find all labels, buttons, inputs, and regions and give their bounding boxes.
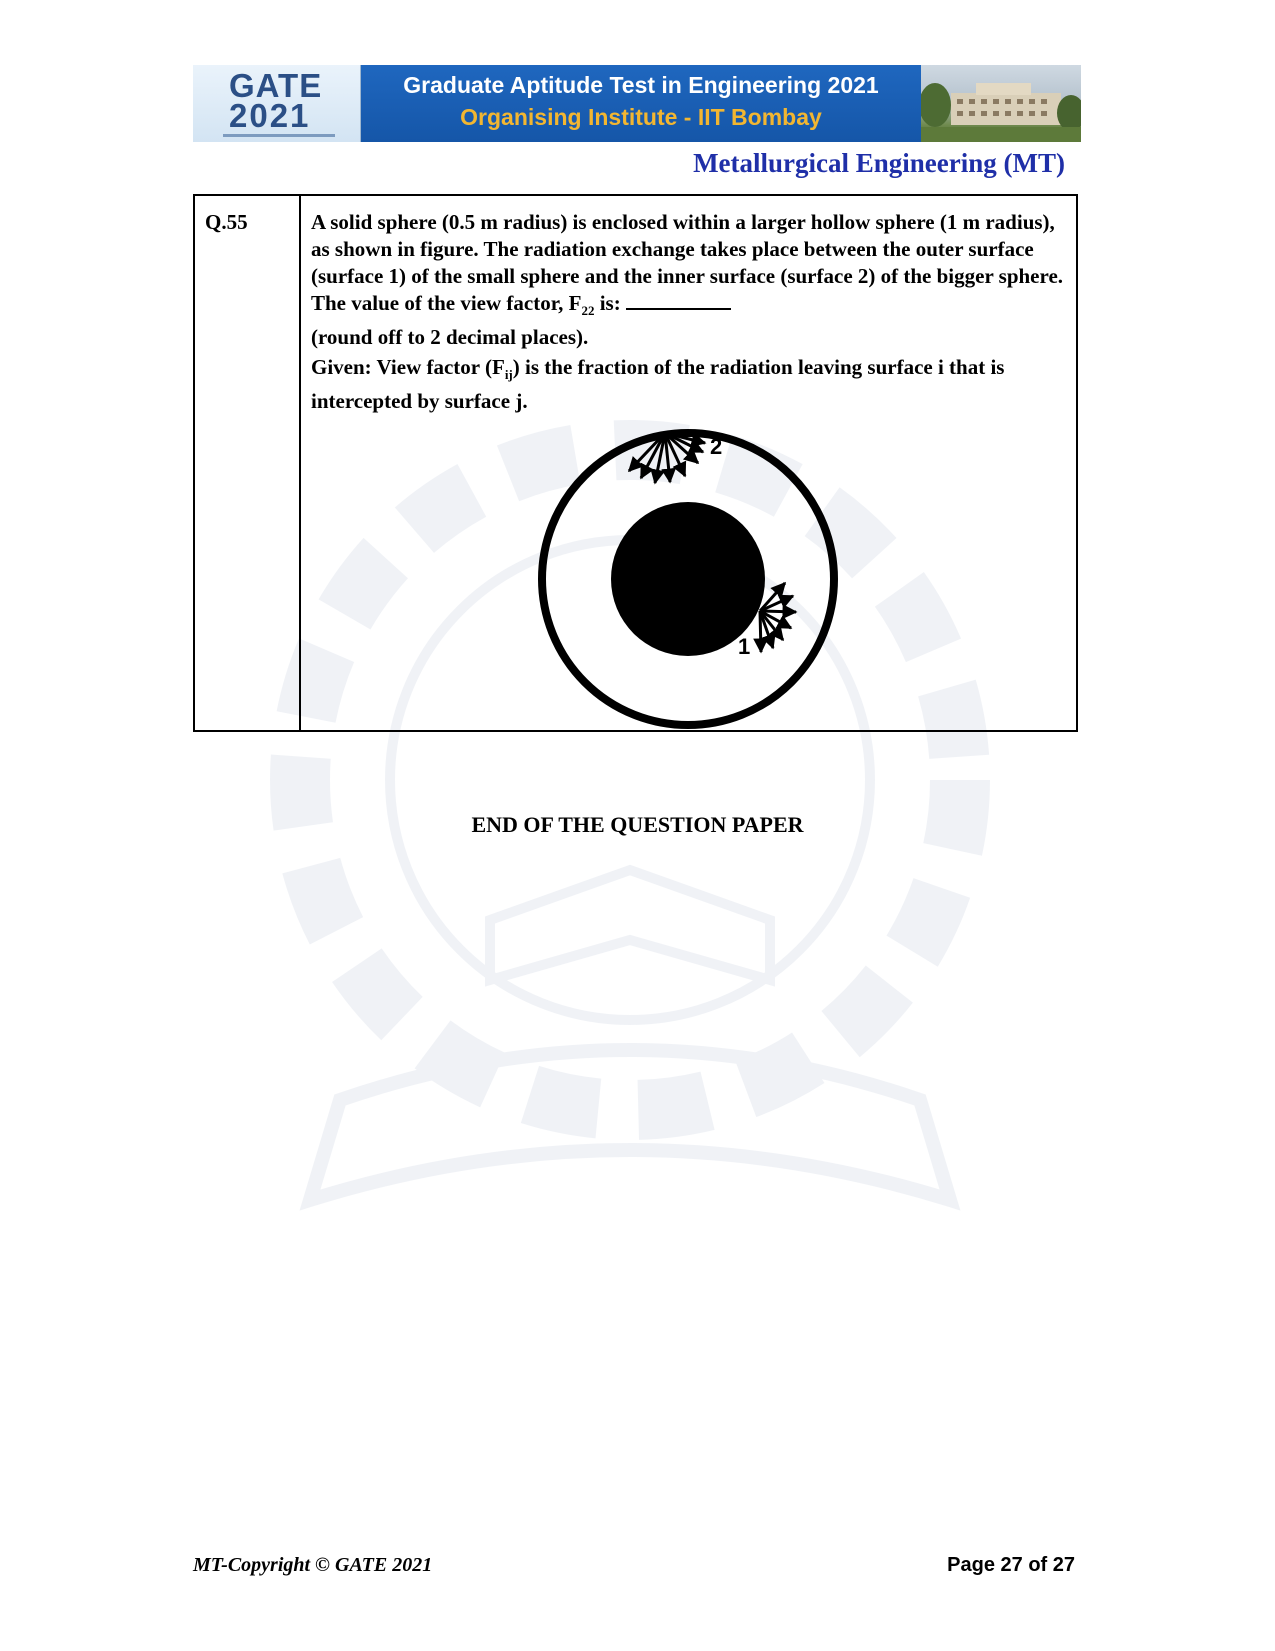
given-statement xyxy=(311,354,1066,415)
given-suffix: ) is the fraction of the radiation leaving surface i that is intercepted by surface j. xyxy=(311,355,1005,414)
concentric-spheres-figure xyxy=(533,416,853,731)
question-body: A solid sphere (0.5 m radius) is enclosed within a larger hollow sphere (1 m radius), as shown in figure. The radiation exchange takes place between the outer surface (surface 1) of the small sphere and the inner surface (surface 2) of the bigger sphere. The value of the view factor, F xyxy=(311,210,1064,315)
banner-subtitle: Organising Institute - IIT Bombay xyxy=(460,104,822,130)
question-table xyxy=(193,194,1078,732)
surface-2-label: 2 xyxy=(710,434,723,459)
footer-page-number: Page 27 of 27 xyxy=(947,1554,1075,1576)
given-prefix: Given: View factor (F xyxy=(311,355,505,379)
table-column-divider xyxy=(299,196,301,730)
gate-logo xyxy=(193,65,361,142)
logo-gate-text: GATE xyxy=(229,67,323,104)
footer-copyright: MT-Copyright © GATE 2021 xyxy=(193,1554,433,1576)
logo-year-text: 2021 xyxy=(229,97,311,134)
surface-1-label: 1 xyxy=(738,634,751,659)
header-banner xyxy=(193,65,1081,142)
banner-title-block xyxy=(361,65,921,142)
banner-title: Graduate Aptitude Test in Engineering 2021 xyxy=(403,72,879,98)
answer-blank xyxy=(626,290,731,310)
rounding-instruction: (round off to 2 decimal places). xyxy=(311,325,589,350)
surface-1-arrows xyxy=(760,583,796,652)
inner-sphere xyxy=(611,502,765,656)
campus-building-photo xyxy=(921,65,1081,142)
subject-title: Metallurgical Engineering (MT) xyxy=(693,148,1065,178)
question-body-tail: is: xyxy=(594,291,626,315)
logo-tagline-bar xyxy=(223,134,335,137)
end-of-paper-note: END OF THE QUESTION PAPER xyxy=(471,812,804,837)
view-factor-subscript: 22 xyxy=(581,303,595,319)
question-text xyxy=(311,209,1066,351)
given-subscript: ij xyxy=(504,367,513,383)
building-icon xyxy=(921,65,1081,142)
question-number: Q.55 xyxy=(205,210,248,234)
